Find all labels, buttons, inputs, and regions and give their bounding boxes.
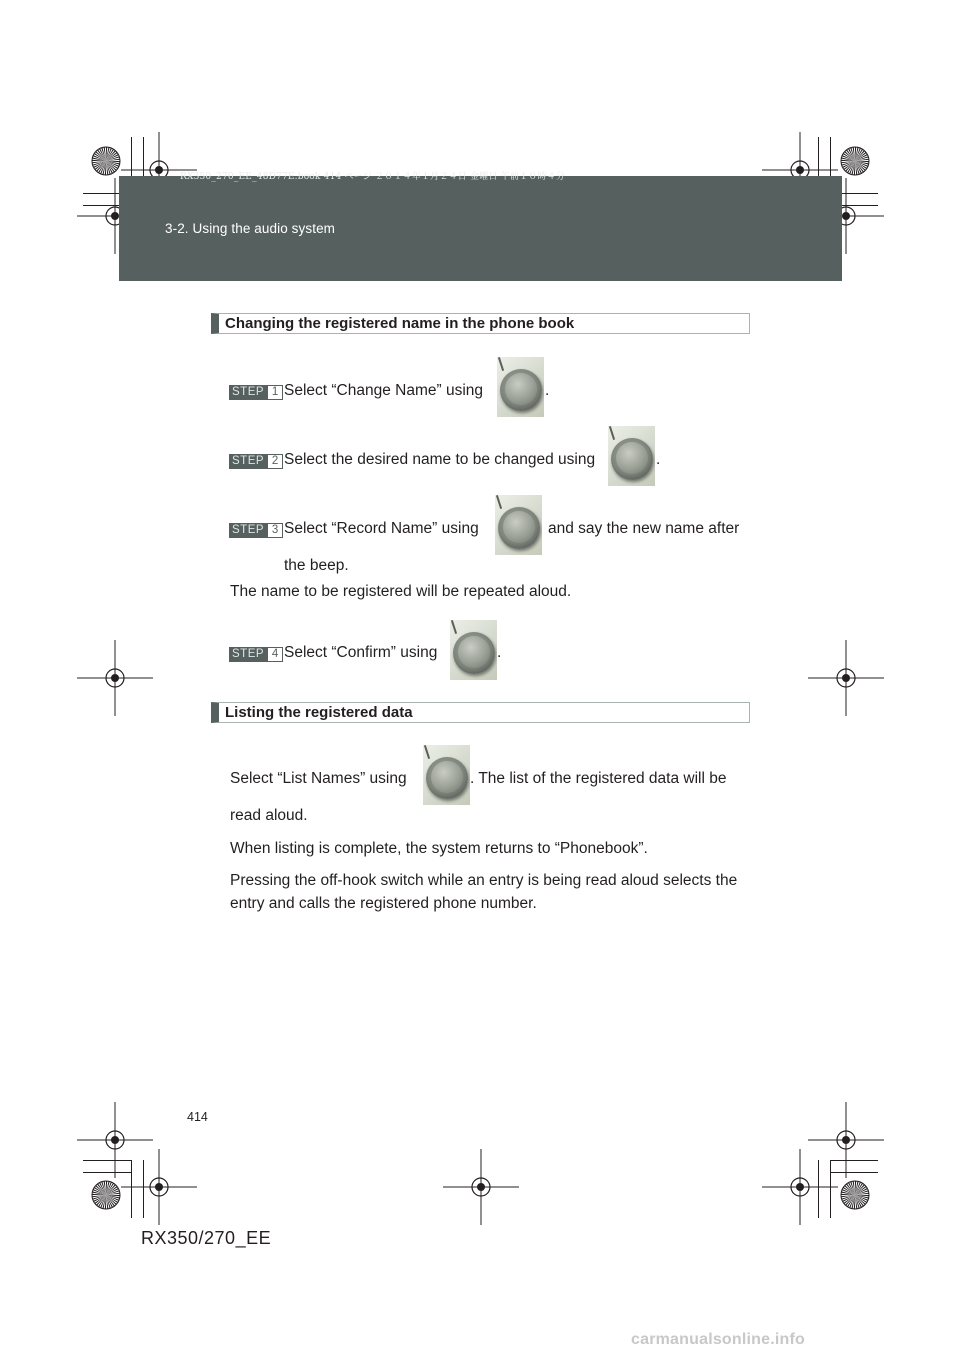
section-heading-change-name — [211, 313, 750, 334]
step-1-text: Select “Change Name” using — [284, 382, 484, 399]
print-info: RX350_270_EE_48D77E.book 414 ページ ２０１４年１月２４日 金曜日 午前１０時４分 — [180, 172, 566, 182]
step-2-end: . — [656, 451, 661, 468]
list-line-1-after: . The list of the registered data will be — [470, 770, 727, 787]
section-heading-list-data — [211, 702, 750, 723]
list-line-1-cont: read aloud. — [230, 807, 308, 824]
section-title: 3-2. Using the audio system — [165, 221, 336, 236]
knob-icon — [450, 620, 497, 680]
step-4-end: . — [497, 644, 502, 661]
knob-icon — [497, 357, 544, 417]
step-2-text: Select the desired name to be changed using — [284, 451, 596, 468]
registration-target-icon — [77, 1102, 153, 1178]
step-2-badge: STEP 2 — [229, 454, 283, 469]
page-number: 414 — [187, 1110, 208, 1124]
step-3-note: The name to be registered will be repeated aloud. — [230, 583, 572, 600]
knob-icon — [495, 495, 542, 555]
step-4-badge: STEP 4 — [229, 647, 283, 662]
step-4-text: Select “Confirm” using — [284, 644, 438, 661]
starburst-mark-icon — [92, 1181, 120, 1209]
step-3-badge: STEP 3 — [229, 523, 283, 538]
knob-icon — [608, 426, 655, 486]
step-3-text-cont: the beep. — [284, 557, 349, 574]
registration-target-icon — [121, 1149, 197, 1225]
model-code: RX350/270_EE — [141, 1228, 272, 1248]
registration-target-icon — [808, 640, 884, 716]
list-line-1: Select “List Names” using — [230, 770, 407, 787]
step-3-text: Select “Record Name” using — [284, 520, 479, 537]
list-line-3b: entry and calls the registered phone number. — [230, 895, 537, 912]
list-line-3a: Pressing the off-hook switch while an entry is being read aloud selects the — [230, 872, 738, 889]
heading-text: Changing the registered name in the phone book — [225, 315, 575, 332]
starburst-mark-icon — [841, 1181, 869, 1209]
step-1-end: . — [545, 382, 550, 399]
starburst-mark-icon — [841, 147, 869, 175]
step-1-badge: STEP 1 — [229, 385, 283, 400]
step-3-text-after: and say the new name after — [548, 520, 740, 537]
registration-target-icon — [443, 1149, 519, 1225]
registration-target-icon — [762, 1149, 838, 1225]
knob-icon — [423, 745, 470, 805]
registration-target-icon — [77, 640, 153, 716]
registration-target-icon — [808, 1102, 884, 1178]
list-line-2: When listing is complete, the system returns to “Phonebook”. — [230, 840, 648, 857]
starburst-mark-icon — [92, 147, 120, 175]
heading-text: Listing the registered data — [225, 704, 413, 721]
watermark: carmanualsonline.info — [631, 1331, 806, 1348]
